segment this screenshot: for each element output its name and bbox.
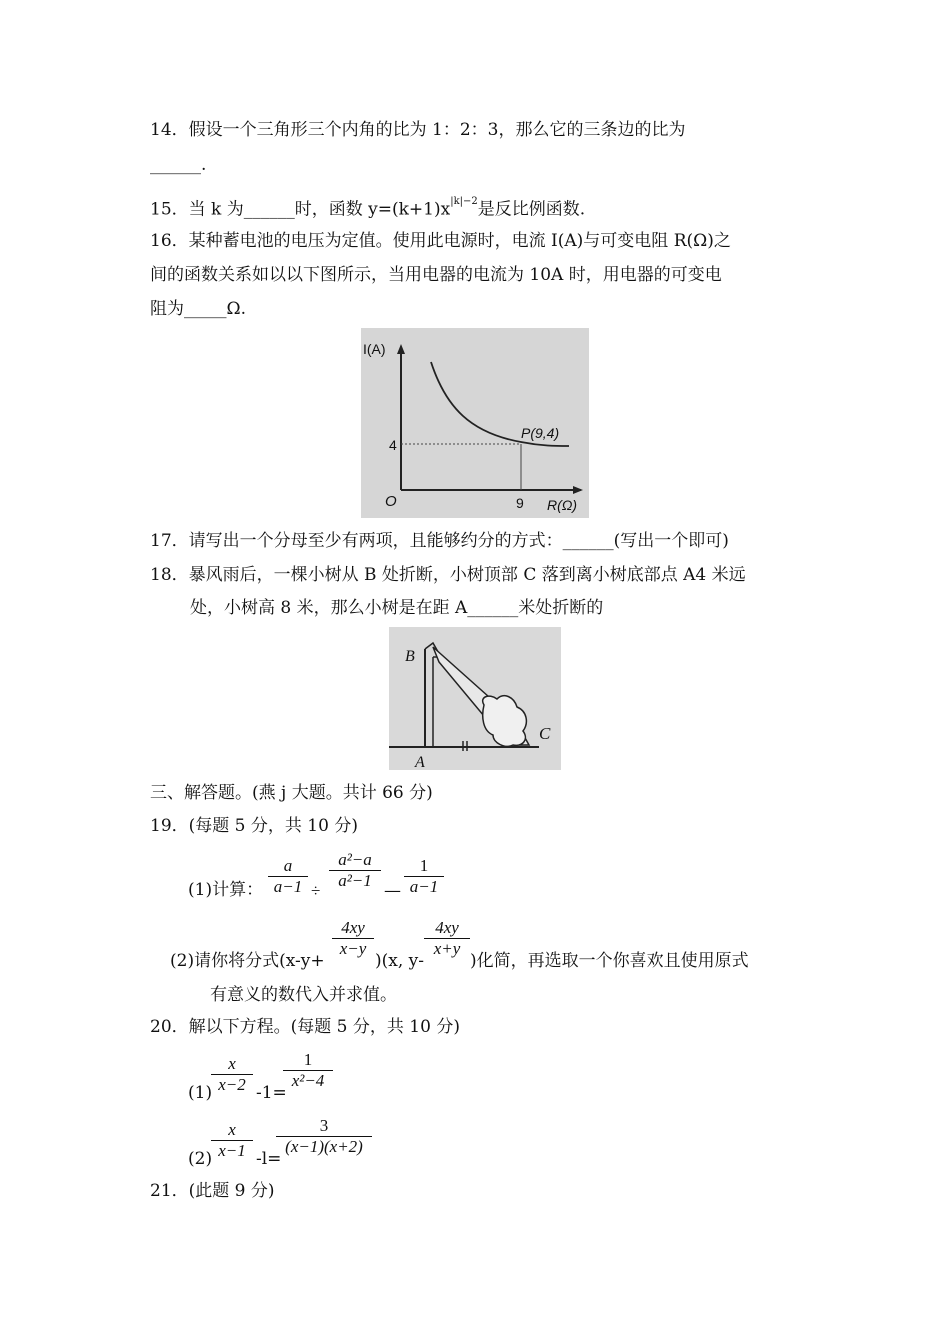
- q19-frac1-num: a: [283, 856, 293, 875]
- q20-e2-den: x−1: [218, 1141, 246, 1160]
- q20-e2-label: (2): [188, 1149, 213, 1169]
- point-p-label: P(9,4): [521, 425, 560, 441]
- q19-frac2-num: a²−a: [338, 850, 372, 869]
- q19-frac2: [329, 850, 381, 891]
- q20-e2-frac-right: [276, 1116, 372, 1157]
- x-tick-label: 9: [516, 495, 524, 511]
- q14-blank: ______.: [150, 155, 207, 175]
- q19-p2-frac1-num: 4xy: [341, 918, 365, 937]
- q20-e2-rden: (x−1)(x+2): [285, 1137, 363, 1156]
- q15-part-a: 15．当 k 为______时，函数 y=(k+1)x: [150, 199, 451, 220]
- q19-frac1: [268, 856, 308, 897]
- q15-text: [150, 195, 585, 221]
- q20-e1-num: x: [228, 1054, 236, 1073]
- divide-sign: ÷: [311, 881, 321, 900]
- q20-e2-mid: -l=: [256, 1149, 282, 1169]
- q19-p2-part-b: )(x, y-: [375, 951, 425, 971]
- q19-frac3: [404, 856, 444, 897]
- q16-line2: 间的函数关系如以以下图所示，当用电器的电流为 10A 时，用电器的可变电: [150, 265, 722, 285]
- q15-part-b: 是反比例函数.: [477, 199, 586, 220]
- q17-text: 17．请写出一个分母至少有两项，且能够约分的方式：______(写出一个即可): [150, 531, 729, 551]
- minus-sign: —: [384, 881, 401, 901]
- q16-line1: 16．某种蓄电池的电压为定值。使用此电源时，电流 I(A)与可变电阻 R(Ω)之: [150, 231, 731, 251]
- q19-frac3-den: a−1: [409, 877, 439, 896]
- current-resistance-graph: [361, 328, 589, 518]
- q20-e1-frac-left: [211, 1054, 253, 1095]
- q19-p2-part-c: )化简，再选取一个你喜欢且使用原式: [470, 951, 749, 971]
- q20-e2-num: x: [228, 1120, 236, 1139]
- q18-line2: 处，小树高 8 米，那么小树是在距 A______米处折断的: [190, 598, 604, 618]
- section-3-heading: 三、解答题。(燕 j 大题。共计 66 分): [150, 783, 433, 803]
- q14-text: 14．假设一个三角形三个内角的比为 1：2：3，那么它的三条边的比为: [150, 120, 686, 140]
- q15-exponent: |k|−2: [450, 196, 478, 207]
- q20-e2-rnum: 3: [319, 1116, 329, 1135]
- q20-e1-rnum: 1: [303, 1050, 313, 1069]
- q19-p2-frac1: [332, 918, 374, 959]
- q19-frac2-den: a²−1: [338, 871, 372, 890]
- q19-p2-frac1-den: x−y: [339, 939, 367, 958]
- label-b: B: [405, 648, 415, 665]
- q21-title: 21．(此题 9 分): [150, 1181, 275, 1201]
- y-tick-label: 4: [389, 437, 397, 453]
- q19-p2-frac2: [424, 918, 470, 959]
- q19-frac1-den: a−1: [273, 877, 303, 896]
- origin-label: O: [385, 493, 397, 510]
- q20-e1-rden: x²−4: [291, 1071, 325, 1090]
- q19-p2-frac2-num: 4xy: [435, 918, 459, 937]
- broken-tree-figure: [389, 627, 561, 770]
- q19-p1-label: (1)计算：: [188, 880, 264, 900]
- q20-e2-frac-left: [211, 1120, 253, 1161]
- q20-e1-frac-right: [283, 1050, 333, 1091]
- q20-e1-label: (1): [188, 1083, 213, 1103]
- q18-line1: 18．暴风雨后，一棵小树从 B 处折断，小树顶部 C 落到离小树底部点 A4 米远: [150, 565, 746, 585]
- q20-title: 20．解以下方程。(每题 5 分，共 10 分): [150, 1017, 460, 1037]
- q19-p2-part-d: 有意义的数代入并求值。: [210, 985, 397, 1005]
- y-axis-label: I(A): [363, 341, 386, 357]
- q16-line3: 阻为_____Ω.: [150, 299, 246, 319]
- q19-frac3-num: 1: [419, 856, 429, 875]
- q19-title: 19．(每题 5 分，共 10 分): [150, 816, 358, 836]
- x-axis-label: R(Ω): [547, 497, 578, 513]
- label-a: A: [415, 754, 425, 770]
- q19-p2-part-a: (2)请你将分式(x-y+: [170, 951, 325, 971]
- q20-e1-mid: -1=: [256, 1083, 287, 1103]
- label-c: C: [539, 724, 551, 743]
- q20-e1-den: x−2: [218, 1075, 246, 1094]
- q19-p2-frac2-den: x+y: [433, 939, 461, 958]
